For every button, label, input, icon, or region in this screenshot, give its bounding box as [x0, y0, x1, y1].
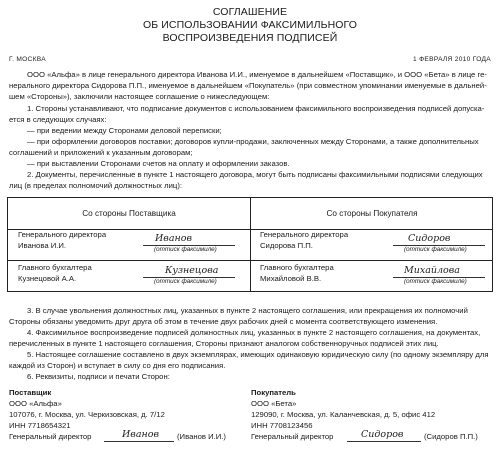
buyer-requisites: [251, 387, 435, 431]
clause-line: Стороны обязаны уведомить друг друга об этом в течение двух рабочих дней с момента соответствующего изменения.: [9, 317, 438, 326]
clause-line: соглашений и приложений к указанным договорам;: [9, 148, 193, 157]
table-cell: [18, 229, 106, 251]
supplier-requisites: [9, 387, 165, 431]
table-cell: [18, 262, 92, 284]
buyer-signature: Сидоров: [361, 429, 404, 440]
intro-line: ООО «Альфа» в лице генерального директора Иванова И.И., именуемое в дальнейшем «Поставщик», и ООО «Бета» в лице ге-: [27, 70, 487, 79]
title-line-1: СОГЛАШЕНИЕ: [212, 6, 288, 18]
clause-line: 6. Реквизиты, подписи и печати Сторон:: [27, 372, 170, 381]
signatory-name: Михайловой В.В.: [260, 274, 322, 283]
clause-6: [9, 371, 491, 382]
date: 1 ФЕВРАЛЯ 2010 ГОДА: [413, 56, 491, 63]
supplier-signature: Иванов: [122, 429, 159, 440]
clause-line: лиц (в пределах полномочий должностных лиц):: [9, 181, 183, 190]
buyer-inn: ИНН 7708123456: [251, 421, 313, 430]
clause-3: [9, 305, 491, 327]
signatory-name: Кузнецовой А.А.: [18, 274, 77, 283]
clause-line: 1. Стороны устанавливают, что подписание документов с использованием факсимильного воспроизведения подписей допуска-: [27, 104, 485, 113]
table-cell: [260, 229, 348, 251]
buyer-company: ООО «Бета»: [251, 399, 297, 408]
clause-line: каждой из Сторон) и вступает в силу со дня его подписания.: [9, 361, 226, 370]
buyer-heading: Покупатель: [251, 388, 296, 397]
signatory-name: Сидорова П.П.: [260, 241, 313, 250]
clause-5: [9, 349, 491, 371]
clause-line: ется в следующих случаях:: [9, 115, 107, 124]
table-divider: [8, 260, 492, 261]
supplier-company: ООО «Альфа»: [9, 399, 62, 408]
title-line-2: ОБ ИСПОЛЬЗОВАНИИ ФАКСИМИЛЬНОГО: [143, 19, 357, 31]
clause-4: [9, 327, 491, 349]
facsimile-note: (оттиск факсимиле): [404, 246, 467, 253]
table-cell: [260, 262, 334, 284]
clause-line: — при ведении между Сторонами деловой переписки;: [27, 126, 222, 135]
supplier-director-name: (Иванов И.И.): [177, 432, 226, 441]
col-buyer-header: Со стороны Покупателя: [326, 209, 418, 218]
signature-line: [104, 441, 174, 442]
clause-line: — при оформлении договоров поставки; договоров купли-продажи, заключенных между Сторонами, а также дополнительных: [27, 137, 479, 146]
signatory-role: Генерального директора: [260, 230, 349, 239]
facsimile-note: (оттиск факсимиле): [154, 278, 217, 285]
facsimile-signature: Сидоров: [408, 233, 451, 244]
col-supplier-header: Со стороны Поставщика: [82, 209, 176, 218]
clause-line: 3. В случае увольнения должностных лиц, указанных в пункте 2 настоящего соглашения, или прекращения их полномочий: [27, 306, 468, 315]
intro-line: нерального директора Сидорова П.П., именуемое в дальнейшем «Покупатель» (при совместном упоминании именуемые в дальней-: [9, 81, 487, 90]
supplier-inn: ИНН 7718654321: [9, 421, 71, 430]
signature-line: [347, 441, 421, 442]
intro-paragraph: [9, 69, 491, 102]
facsimile-signature: Иванов: [155, 233, 192, 244]
clause-1: [9, 103, 491, 169]
clause-line: — при выставлении Сторонами счетов на оплату и оформлении заказов.: [27, 159, 290, 168]
supplier-address: 107076, г. Москва, ул. Черкизовская, д. 7/12: [9, 410, 165, 419]
facsimile-note: (оттиск факсимиле): [404, 278, 467, 285]
signatory-role: Главного бухгалтера: [18, 263, 92, 272]
supplier-director-role: Генеральный директор: [9, 432, 92, 441]
clause-line: 2. Документы, перечисленные в пункте 1 настоящего договора, могут быть подписаны факсимильными подписями следующих: [27, 170, 483, 179]
clause-2: [9, 169, 491, 191]
clause-line: 4. Факсимильное воспроизведение подписей должностных лиц, указанных в пункте 2 настоящего соглашения, на документах,: [27, 328, 481, 337]
signatory-name: Иванова И.И.: [18, 241, 67, 250]
facsimile-signature: Кузнецова: [165, 265, 219, 276]
buyer-director-role: Генеральный директор: [251, 432, 334, 441]
intro-line: шем «Стороны»), заключили настоящее соглашение о нижеследующем:: [9, 92, 270, 101]
facsimile-signature: Михайлова: [404, 265, 460, 276]
supplier-heading: Поставщик: [9, 388, 52, 397]
signatory-role: Главного бухгалтера: [260, 263, 334, 272]
clause-line: перечисленных в пункте 1 настоящего соглашения, Стороны признают аналогом собственноручных подписей этих лиц.: [9, 339, 439, 348]
signatories-table: [7, 197, 493, 292]
facsimile-note: (оттиск факсимиле): [154, 246, 217, 253]
signatory-role: Генерального директора: [18, 230, 107, 239]
buyer-address: 129090, г. Москва, ул. Каланчевская, д. 5, офис 412: [251, 410, 436, 419]
title-line-3: ВОСПРОИЗВЕДЕНИЯ ПОДПИСЕЙ: [162, 32, 338, 44]
city: Г. МОСКВА: [9, 56, 46, 63]
buyer-director-name: (Сидоров П.П.): [424, 432, 478, 441]
clause-line: 5. Настоящее соглашение составлено в двух экземплярах, имеющих одинаковую юридическую силу (по одному экземпляру для: [27, 350, 489, 359]
